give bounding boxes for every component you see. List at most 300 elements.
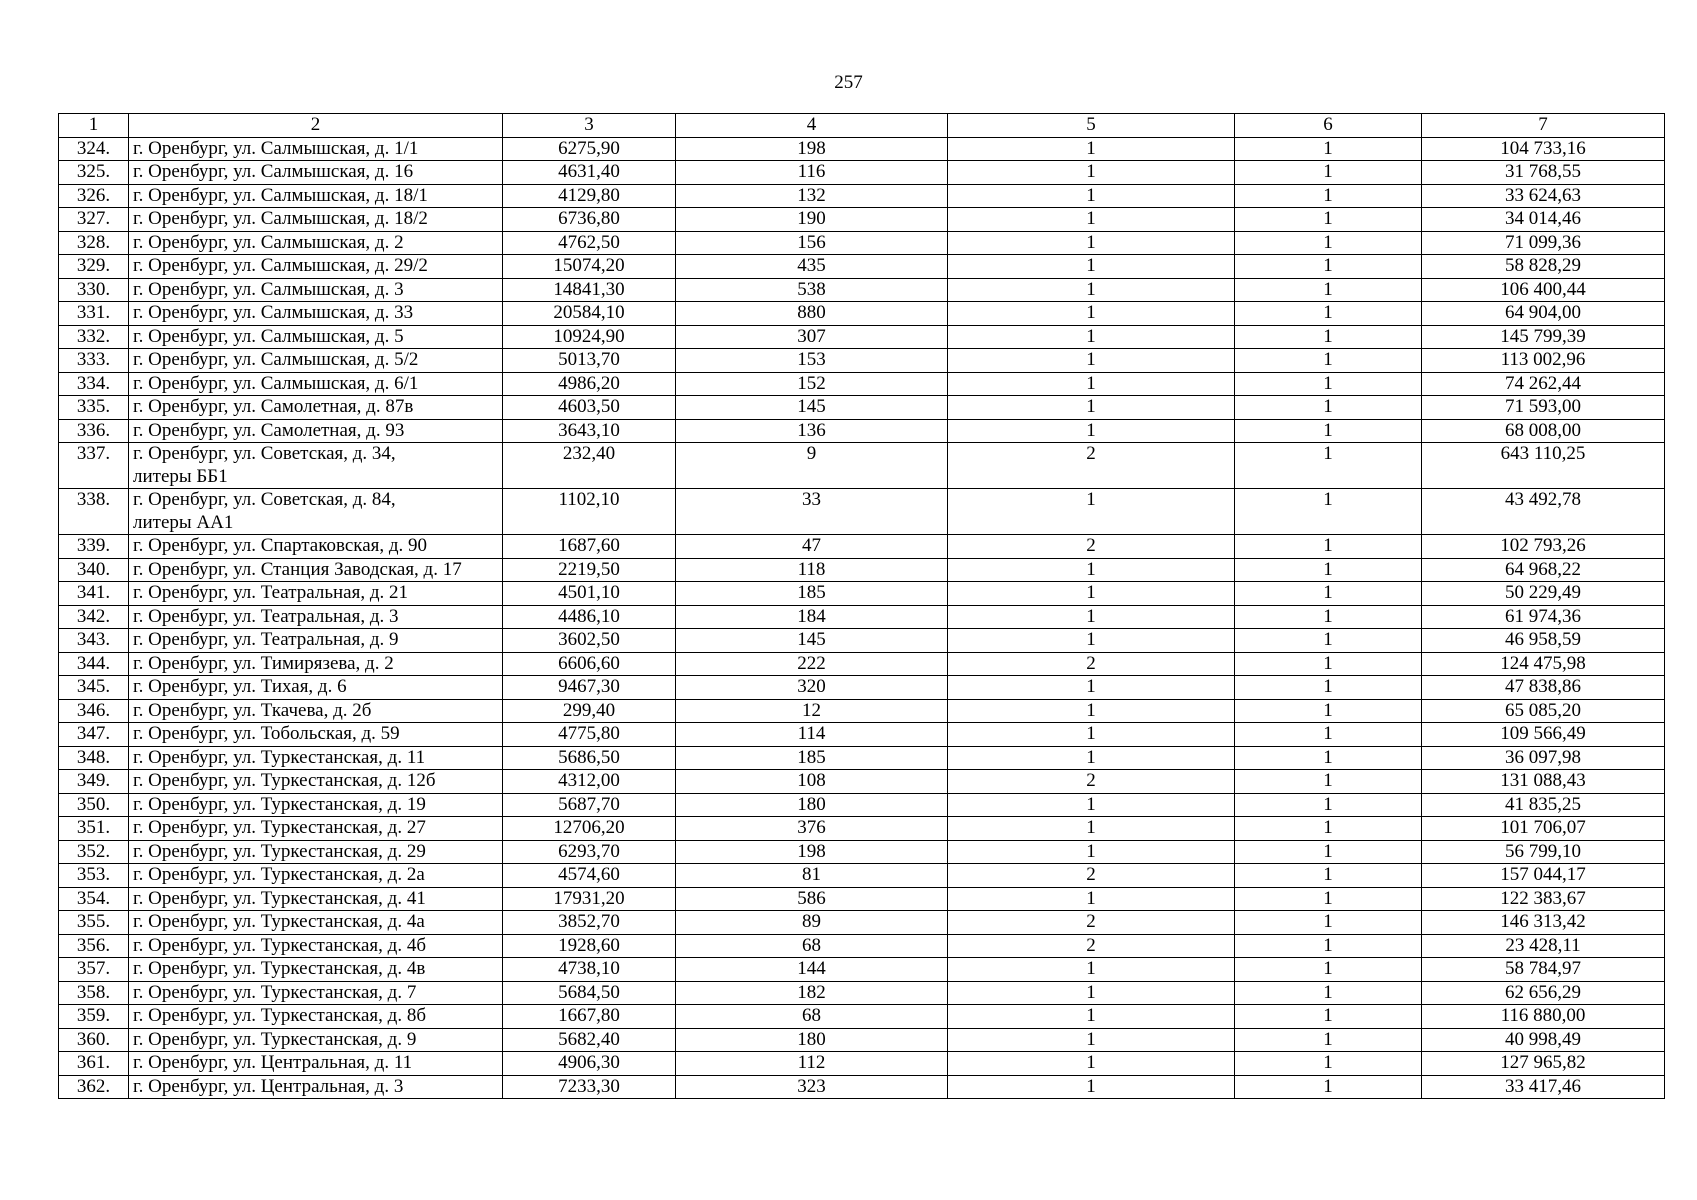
area-cell: 4986,20 <box>503 372 676 396</box>
residents-cell: 222 <box>676 652 948 676</box>
residents-cell: 198 <box>676 840 948 864</box>
col5-cell: 1 <box>948 1052 1235 1076</box>
area-cell: 4631,40 <box>503 161 676 185</box>
col5-cell: 2 <box>948 443 1235 489</box>
address-cell: г. Оренбург, ул. Туркестанская, д. 11 <box>129 746 503 770</box>
col5-cell: 2 <box>948 770 1235 794</box>
col5-cell: 1 <box>948 1075 1235 1099</box>
residents-cell: 9 <box>676 443 948 489</box>
row-number: 324. <box>59 137 129 161</box>
row-number: 338. <box>59 489 129 535</box>
amount-cell: 104 733,16 <box>1422 137 1665 161</box>
row-number: 332. <box>59 325 129 349</box>
row-number: 347. <box>59 723 129 747</box>
residents-cell: 47 <box>676 535 948 559</box>
residents-cell: 132 <box>676 184 948 208</box>
address-cell: г. Оренбург, ул. Ткачева, д. 2б <box>129 699 503 723</box>
area-cell: 4501,10 <box>503 582 676 606</box>
residents-cell: 89 <box>676 911 948 935</box>
table-row <box>59 489 1665 535</box>
area-cell: 299,40 <box>503 699 676 723</box>
row-number: 357. <box>59 958 129 982</box>
col5-cell: 1 <box>948 840 1235 864</box>
table-body <box>59 137 1665 1099</box>
residents-cell: 81 <box>676 864 948 888</box>
table-row <box>59 817 1665 841</box>
area-cell: 5684,50 <box>503 981 676 1005</box>
residents-cell: 880 <box>676 302 948 326</box>
col6-cell: 1 <box>1235 535 1422 559</box>
address-cell: г. Оренбург, ул. Центральная, д. 11 <box>129 1052 503 1076</box>
col5-cell: 1 <box>948 817 1235 841</box>
col6-cell: 1 <box>1235 629 1422 653</box>
table-row <box>59 1028 1665 1052</box>
row-number: 341. <box>59 582 129 606</box>
residents-cell: 153 <box>676 349 948 373</box>
table-row <box>59 793 1665 817</box>
row-number: 344. <box>59 652 129 676</box>
address-cell: г. Оренбург, ул. Центральная, д. 3 <box>129 1075 503 1099</box>
amount-cell: 40 998,49 <box>1422 1028 1665 1052</box>
col5-cell: 1 <box>948 629 1235 653</box>
row-number: 362. <box>59 1075 129 1099</box>
residents-cell: 435 <box>676 255 948 279</box>
amount-cell: 41 835,25 <box>1422 793 1665 817</box>
table-row <box>59 419 1665 443</box>
address-cell: г. Оренбург, ул. Театральная, д. 3 <box>129 605 503 629</box>
row-number: 326. <box>59 184 129 208</box>
amount-cell: 106 400,44 <box>1422 278 1665 302</box>
col6-cell: 1 <box>1235 396 1422 420</box>
row-number: 354. <box>59 887 129 911</box>
amount-cell: 65 085,20 <box>1422 699 1665 723</box>
table-row <box>59 958 1665 982</box>
area-cell: 4738,10 <box>503 958 676 982</box>
residents-cell: 180 <box>676 793 948 817</box>
residents-cell: 320 <box>676 676 948 700</box>
col6-cell: 1 <box>1235 840 1422 864</box>
col6-cell: 1 <box>1235 137 1422 161</box>
row-number: 328. <box>59 231 129 255</box>
area-cell: 4775,80 <box>503 723 676 747</box>
table-row <box>59 1052 1665 1076</box>
col5-cell: 1 <box>948 302 1235 326</box>
amount-cell: 101 706,07 <box>1422 817 1665 841</box>
row-number: 325. <box>59 161 129 185</box>
residents-cell: 185 <box>676 746 948 770</box>
area-cell: 1687,60 <box>503 535 676 559</box>
area-cell: 7233,30 <box>503 1075 676 1099</box>
row-number: 345. <box>59 676 129 700</box>
col6-cell: 1 <box>1235 255 1422 279</box>
column-header: 2 <box>129 114 503 138</box>
address-cell: г. Оренбург, ул. Салмышская, д. 3 <box>129 278 503 302</box>
address-cell: г. Оренбург, ул. Тимирязева, д. 2 <box>129 652 503 676</box>
col5-cell: 1 <box>948 582 1235 606</box>
row-number: 353. <box>59 864 129 888</box>
col5-cell: 1 <box>948 396 1235 420</box>
area-cell: 14841,30 <box>503 278 676 302</box>
col5-cell: 1 <box>948 208 1235 232</box>
amount-cell: 122 383,67 <box>1422 887 1665 911</box>
col6-cell: 1 <box>1235 676 1422 700</box>
header-row <box>59 114 1665 138</box>
amount-cell: 127 965,82 <box>1422 1052 1665 1076</box>
table-row <box>59 184 1665 208</box>
col5-cell: 2 <box>948 535 1235 559</box>
amount-cell: 36 097,98 <box>1422 746 1665 770</box>
col6-cell: 1 <box>1235 372 1422 396</box>
address-cell: г. Оренбург, ул. Спартаковская, д. 90 <box>129 535 503 559</box>
row-number: 327. <box>59 208 129 232</box>
amount-cell: 71 099,36 <box>1422 231 1665 255</box>
amount-cell: 61 974,36 <box>1422 605 1665 629</box>
address-cell: г. Оренбург, ул. Салмышская, д. 1/1 <box>129 137 503 161</box>
table-row <box>59 699 1665 723</box>
amount-cell: 113 002,96 <box>1422 349 1665 373</box>
table-row <box>59 372 1665 396</box>
address-cell: г. Оренбург, ул. Салмышская, д. 6/1 <box>129 372 503 396</box>
col5-cell: 1 <box>948 489 1235 535</box>
address-cell: г. Оренбург, ул. Туркестанская, д. 8б <box>129 1005 503 1029</box>
address-cell: г. Оренбург, ул. Самолетная, д. 93 <box>129 419 503 443</box>
area-cell: 5013,70 <box>503 349 676 373</box>
col6-cell: 1 <box>1235 723 1422 747</box>
table-row <box>59 349 1665 373</box>
table-row <box>59 1075 1665 1099</box>
amount-cell: 23 428,11 <box>1422 934 1665 958</box>
col6-cell: 1 <box>1235 419 1422 443</box>
col6-cell: 1 <box>1235 1028 1422 1052</box>
table-row <box>59 558 1665 582</box>
address-cell: г. Оренбург, ул. Тихая, д. 6 <box>129 676 503 700</box>
address-cell: г. Оренбург, ул. Советская, д. 84, литеры АА1 <box>129 489 503 535</box>
col6-cell: 1 <box>1235 958 1422 982</box>
amount-cell: 46 958,59 <box>1422 629 1665 653</box>
table-row <box>59 629 1665 653</box>
area-cell: 20584,10 <box>503 302 676 326</box>
col6-cell: 1 <box>1235 817 1422 841</box>
residents-cell: 112 <box>676 1052 948 1076</box>
row-number: 339. <box>59 535 129 559</box>
area-cell: 3852,70 <box>503 911 676 935</box>
area-cell: 4486,10 <box>503 605 676 629</box>
address-cell: г. Оренбург, ул. Туркестанская, д. 29 <box>129 840 503 864</box>
col6-cell: 1 <box>1235 981 1422 1005</box>
amount-cell: 47 838,86 <box>1422 676 1665 700</box>
col6-cell: 1 <box>1235 605 1422 629</box>
area-cell: 6275,90 <box>503 137 676 161</box>
table-row <box>59 231 1665 255</box>
col6-cell: 1 <box>1235 325 1422 349</box>
area-cell: 5687,70 <box>503 793 676 817</box>
area-cell: 4762,50 <box>503 231 676 255</box>
area-cell: 3602,50 <box>503 629 676 653</box>
amount-cell: 43 492,78 <box>1422 489 1665 535</box>
col5-cell: 1 <box>948 372 1235 396</box>
table-row <box>59 605 1665 629</box>
table-row <box>59 887 1665 911</box>
area-cell: 6606,60 <box>503 652 676 676</box>
amount-cell: 68 008,00 <box>1422 419 1665 443</box>
row-number: 329. <box>59 255 129 279</box>
table-row <box>59 208 1665 232</box>
residents-cell: 182 <box>676 981 948 1005</box>
row-number: 348. <box>59 746 129 770</box>
address-cell: г. Оренбург, ул. Туркестанская, д. 41 <box>129 887 503 911</box>
table-row <box>59 255 1665 279</box>
table-row <box>59 137 1665 161</box>
area-cell: 5686,50 <box>503 746 676 770</box>
amount-cell: 33 624,63 <box>1422 184 1665 208</box>
residents-cell: 33 <box>676 489 948 535</box>
amount-cell: 34 014,46 <box>1422 208 1665 232</box>
area-cell: 15074,20 <box>503 255 676 279</box>
amount-cell: 157 044,17 <box>1422 864 1665 888</box>
col6-cell: 1 <box>1235 208 1422 232</box>
address-cell: г. Оренбург, ул. Станция Заводская, д. 17 <box>129 558 503 582</box>
page-number: 257 <box>834 72 863 93</box>
address-cell: г. Оренбург, ул. Салмышская, д. 2 <box>129 231 503 255</box>
col6-cell: 1 <box>1235 887 1422 911</box>
row-number: 337. <box>59 443 129 489</box>
residents-cell: 145 <box>676 629 948 653</box>
col6-cell: 1 <box>1235 231 1422 255</box>
area-cell: 1667,80 <box>503 1005 676 1029</box>
amount-cell: 31 768,55 <box>1422 161 1665 185</box>
col5-cell: 1 <box>948 349 1235 373</box>
amount-cell: 109 566,49 <box>1422 723 1665 747</box>
col6-cell: 1 <box>1235 746 1422 770</box>
table-row <box>59 934 1665 958</box>
col5-cell: 1 <box>948 558 1235 582</box>
column-header: 5 <box>948 114 1235 138</box>
residents-cell: 68 <box>676 934 948 958</box>
area-cell: 12706,20 <box>503 817 676 841</box>
residents-cell: 108 <box>676 770 948 794</box>
col6-cell: 1 <box>1235 278 1422 302</box>
residents-cell: 116 <box>676 161 948 185</box>
address-cell: г. Оренбург, ул. Салмышская, д. 29/2 <box>129 255 503 279</box>
residents-cell: 586 <box>676 887 948 911</box>
col6-cell: 1 <box>1235 443 1422 489</box>
col5-cell: 1 <box>948 958 1235 982</box>
row-number: 342. <box>59 605 129 629</box>
row-number: 352. <box>59 840 129 864</box>
area-cell: 4906,30 <box>503 1052 676 1076</box>
address-cell: г. Оренбург, ул. Театральная, д. 21 <box>129 582 503 606</box>
row-number: 349. <box>59 770 129 794</box>
residents-cell: 145 <box>676 396 948 420</box>
col5-cell: 2 <box>948 652 1235 676</box>
amount-cell: 33 417,46 <box>1422 1075 1665 1099</box>
table-row <box>59 911 1665 935</box>
col5-cell: 1 <box>948 1005 1235 1029</box>
area-cell: 9467,30 <box>503 676 676 700</box>
row-number: 358. <box>59 981 129 1005</box>
address-cell: г. Оренбург, ул. Туркестанская, д. 4в <box>129 958 503 982</box>
col6-cell: 1 <box>1235 864 1422 888</box>
area-cell: 2219,50 <box>503 558 676 582</box>
area-cell: 6293,70 <box>503 840 676 864</box>
table-row <box>59 746 1665 770</box>
col5-cell: 1 <box>948 231 1235 255</box>
col5-cell: 1 <box>948 981 1235 1005</box>
row-number: 336. <box>59 419 129 443</box>
table-row <box>59 582 1665 606</box>
col5-cell: 1 <box>948 419 1235 443</box>
residents-cell: 144 <box>676 958 948 982</box>
table-row <box>59 652 1665 676</box>
residents-cell: 118 <box>676 558 948 582</box>
area-cell: 232,40 <box>503 443 676 489</box>
amount-cell: 58 828,29 <box>1422 255 1665 279</box>
residents-cell: 180 <box>676 1028 948 1052</box>
row-number: 331. <box>59 302 129 326</box>
residents-cell: 185 <box>676 582 948 606</box>
address-cell: г. Оренбург, ул. Салмышская, д. 18/2 <box>129 208 503 232</box>
address-cell: г. Оренбург, ул. Туркестанская, д. 12б <box>129 770 503 794</box>
column-header: 4 <box>676 114 948 138</box>
amount-cell: 124 475,98 <box>1422 652 1665 676</box>
row-number: 355. <box>59 911 129 935</box>
table-row <box>59 325 1665 349</box>
address-cell: г. Оренбург, ул. Салмышская, д. 5 <box>129 325 503 349</box>
col5-cell: 1 <box>948 255 1235 279</box>
address-cell: г. Оренбург, ул. Советская, д. 34, литеры ББ1 <box>129 443 503 489</box>
col6-cell: 1 <box>1235 1075 1422 1099</box>
col6-cell: 1 <box>1235 770 1422 794</box>
residents-cell: 114 <box>676 723 948 747</box>
amount-cell: 643 110,25 <box>1422 443 1665 489</box>
residents-cell: 136 <box>676 419 948 443</box>
table-row <box>59 535 1665 559</box>
address-cell: г. Оренбург, ул. Туркестанская, д. 9 <box>129 1028 503 1052</box>
residents-cell: 156 <box>676 231 948 255</box>
address-cell: г. Оренбург, ул. Самолетная, д. 87в <box>129 396 503 420</box>
col6-cell: 1 <box>1235 161 1422 185</box>
col5-cell: 1 <box>948 137 1235 161</box>
col5-cell: 2 <box>948 911 1235 935</box>
col6-cell: 1 <box>1235 699 1422 723</box>
row-number: 340. <box>59 558 129 582</box>
row-number: 330. <box>59 278 129 302</box>
col5-cell: 2 <box>948 864 1235 888</box>
area-cell: 1928,60 <box>503 934 676 958</box>
residents-cell: 198 <box>676 137 948 161</box>
row-number: 361. <box>59 1052 129 1076</box>
column-header: 3 <box>503 114 676 138</box>
col6-cell: 1 <box>1235 793 1422 817</box>
col6-cell: 1 <box>1235 558 1422 582</box>
table-row <box>59 676 1665 700</box>
col6-cell: 1 <box>1235 582 1422 606</box>
table-row <box>59 161 1665 185</box>
row-number: 343. <box>59 629 129 653</box>
area-cell: 10924,90 <box>503 325 676 349</box>
amount-cell: 50 229,49 <box>1422 582 1665 606</box>
col5-cell: 1 <box>948 184 1235 208</box>
area-cell: 3643,10 <box>503 419 676 443</box>
amount-cell: 116 880,00 <box>1422 1005 1665 1029</box>
table-row <box>59 770 1665 794</box>
col6-cell: 1 <box>1235 302 1422 326</box>
col5-cell: 1 <box>948 699 1235 723</box>
table-row <box>59 302 1665 326</box>
col6-cell: 1 <box>1235 349 1422 373</box>
col5-cell: 1 <box>948 746 1235 770</box>
row-number: 360. <box>59 1028 129 1052</box>
housing-registry-table <box>58 113 1665 1099</box>
col5-cell: 1 <box>948 325 1235 349</box>
col6-cell: 1 <box>1235 489 1422 535</box>
table-row <box>59 723 1665 747</box>
col6-cell: 1 <box>1235 184 1422 208</box>
col5-cell: 1 <box>948 793 1235 817</box>
table-row <box>59 1005 1665 1029</box>
column-header: 6 <box>1235 114 1422 138</box>
col6-cell: 1 <box>1235 652 1422 676</box>
col5-cell: 1 <box>948 887 1235 911</box>
col5-cell: 1 <box>948 605 1235 629</box>
address-cell: г. Оренбург, ул. Туркестанская, д. 4а <box>129 911 503 935</box>
row-number: 351. <box>59 817 129 841</box>
amount-cell: 74 262,44 <box>1422 372 1665 396</box>
col6-cell: 1 <box>1235 1005 1422 1029</box>
table-row <box>59 840 1665 864</box>
area-cell: 17931,20 <box>503 887 676 911</box>
area-cell: 1102,10 <box>503 489 676 535</box>
amount-cell: 102 793,26 <box>1422 535 1665 559</box>
address-cell: г. Оренбург, ул. Туркестанская, д. 7 <box>129 981 503 1005</box>
col6-cell: 1 <box>1235 911 1422 935</box>
col5-cell: 1 <box>948 723 1235 747</box>
col5-cell: 1 <box>948 278 1235 302</box>
amount-cell: 71 593,00 <box>1422 396 1665 420</box>
row-number: 335. <box>59 396 129 420</box>
address-cell: г. Оренбург, ул. Салмышская, д. 16 <box>129 161 503 185</box>
column-header: 7 <box>1422 114 1665 138</box>
col6-cell: 1 <box>1235 1052 1422 1076</box>
amount-cell: 131 088,43 <box>1422 770 1665 794</box>
address-cell: г. Оренбург, ул. Туркестанская, д. 2а <box>129 864 503 888</box>
table-row <box>59 396 1665 420</box>
row-number: 346. <box>59 699 129 723</box>
area-cell: 6736,80 <box>503 208 676 232</box>
address-cell: г. Оренбург, ул. Салмышская, д. 18/1 <box>129 184 503 208</box>
address-cell: г. Оренбург, ул. Туркестанская, д. 19 <box>129 793 503 817</box>
amount-cell: 56 799,10 <box>1422 840 1665 864</box>
residents-cell: 152 <box>676 372 948 396</box>
address-cell: г. Оренбург, ул. Театральная, д. 9 <box>129 629 503 653</box>
col5-cell: 2 <box>948 934 1235 958</box>
amount-cell: 62 656,29 <box>1422 981 1665 1005</box>
area-cell: 4129,80 <box>503 184 676 208</box>
area-cell: 4574,60 <box>503 864 676 888</box>
residents-cell: 323 <box>676 1075 948 1099</box>
residents-cell: 68 <box>676 1005 948 1029</box>
row-number: 356. <box>59 934 129 958</box>
col5-cell: 1 <box>948 161 1235 185</box>
area-cell: 4312,00 <box>503 770 676 794</box>
row-number: 334. <box>59 372 129 396</box>
residents-cell: 184 <box>676 605 948 629</box>
amount-cell: 64 968,22 <box>1422 558 1665 582</box>
col5-cell: 1 <box>948 1028 1235 1052</box>
residents-cell: 190 <box>676 208 948 232</box>
amount-cell: 64 904,00 <box>1422 302 1665 326</box>
row-number: 359. <box>59 1005 129 1029</box>
